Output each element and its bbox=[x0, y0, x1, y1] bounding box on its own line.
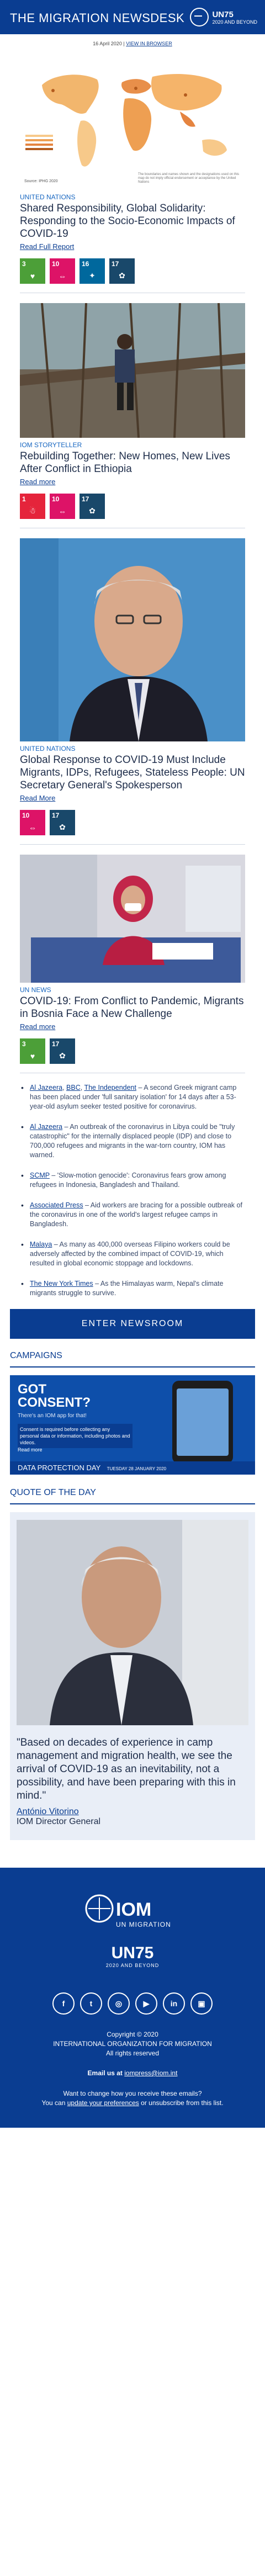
issue-date: 16 April 2020 | bbox=[93, 41, 125, 46]
news-source-link[interactable]: Al Jazeera bbox=[30, 1084, 63, 1091]
sdg-10-icon: 10 ⇔ bbox=[20, 810, 45, 835]
un75-footer-logo[interactable] bbox=[99, 1944, 166, 1968]
banner-date: TUESDAY 28 JANUARY 2020 bbox=[107, 1466, 167, 1471]
social-links bbox=[0, 1992, 265, 2015]
read-more-link[interactable]: Read More bbox=[20, 794, 56, 802]
divider bbox=[20, 844, 245, 845]
data-protection-day-banner bbox=[10, 1461, 255, 1475]
update-prefs-line: You can update your preferences or unsubscribe from this list. bbox=[41, 2099, 224, 2107]
un75-sub: 2020 AND BEYOND bbox=[105, 1963, 160, 1968]
facebook-icon[interactable]: f bbox=[52, 1992, 75, 2015]
enter-newsroom-button[interactable]: ENTER NEWSROOM bbox=[10, 1309, 255, 1339]
story-1 bbox=[20, 193, 245, 284]
instagram-icon[interactable]: ◎ bbox=[108, 1992, 130, 2015]
story-headline[interactable]: Global Response to COVID-19 Must Include Migrants, IDPs, Refugees, Stateless People: UN Secretary General's Spokesperson bbox=[20, 754, 245, 791]
quote-author-role: IOM Director General bbox=[17, 1817, 101, 1826]
list-item bbox=[20, 1122, 245, 1160]
un75-text: UN75 bbox=[111, 1944, 154, 1962]
story-headline[interactable]: Shared Responsibility, Global Solidarity: Responding to the Socio-Economic Impacts of COVID-19 bbox=[20, 203, 235, 240]
director-general-photo bbox=[17, 1520, 248, 1725]
email-label: Email us at bbox=[87, 2069, 123, 2077]
linkedin-icon[interactable]: in bbox=[163, 1992, 185, 2015]
email-line bbox=[0, 2069, 265, 2077]
list-item: • Al Jazeera, BBC, The Independent – A second Greek migrant camp has been placed under 'full sanitary isolation' for 14 days after a 53-year-old asylum seeker tested positive for coronavirus. bbox=[20, 1083, 245, 1111]
sdg-badges bbox=[20, 810, 245, 835]
quote-card bbox=[10, 1512, 255, 1840]
dateline bbox=[0, 41, 265, 46]
sdg-10-icon: 10 ⇔ bbox=[50, 494, 75, 519]
sdg-3-icon: 3 ♥ bbox=[20, 1038, 45, 1064]
quote-author-link[interactable]: António Vitorino bbox=[17, 1807, 79, 1816]
news-source-link[interactable]: Al Jazeera bbox=[30, 1123, 63, 1131]
read-more-link[interactable]: Read more bbox=[20, 478, 56, 486]
ethiopia-construction-photo[interactable] bbox=[20, 303, 245, 438]
banner-title: DATA PROTECTION DAY bbox=[18, 1464, 101, 1472]
story-headline[interactable]: COVID-19: From Conflict to Pandemic, Migrants in Bosnia Face a New Challenge bbox=[20, 995, 244, 1020]
story-3 bbox=[20, 745, 245, 835]
list-item bbox=[20, 1201, 245, 1229]
section-rule bbox=[10, 1503, 255, 1504]
story-source: UN NEWS bbox=[20, 986, 51, 994]
change-prefs-text: Want to change how you receive these emails? bbox=[63, 2090, 202, 2097]
story-headline[interactable]: Rebuilding Together: New Homes, New Lives After Conflict in Ethiopia bbox=[20, 450, 230, 475]
news-summary: – An outbreak of the coronavirus in Libya could be "truly catastrophic" for the internally displaced people (IDP) and close to 700,000 refugees and migrants in the war-torn country, IOM has warned. bbox=[30, 1123, 235, 1159]
read-full-report-link[interactable]: Read Full Report bbox=[20, 242, 75, 251]
logo-sub: 2020 AND BEYOND bbox=[212, 19, 257, 25]
map-note: The boundaries and names shown and the designations used on this map do not imply official endorsement or acceptance by the United Nations bbox=[138, 173, 240, 184]
news-source-link[interactable]: Malaya bbox=[30, 1241, 52, 1248]
news-source-link[interactable]: The New York Times bbox=[30, 1280, 93, 1287]
secretary-general-photo[interactable] bbox=[20, 538, 245, 741]
read-more-link[interactable]: Read more bbox=[20, 1022, 56, 1031]
quote-text: "Based on decades of experience in camp management and migration health, we see the arrival of COVID-19 as an inevitability, not a possibility, and have been preparing with this in mind." bbox=[17, 1737, 236, 1801]
news-summary: – Aid workers are bracing for a possible outbreak of the coronavirus in one of the world's largest refugee camps in Bangladesh. bbox=[30, 1201, 242, 1228]
copyright-line: Copyright © 2020 bbox=[107, 2031, 158, 2038]
map-source: Source: IPHG 2020 bbox=[24, 179, 58, 183]
director-portrait-graphic bbox=[17, 1520, 248, 1725]
sdg-3-icon: 3 ♥ bbox=[20, 258, 45, 284]
phone-icon bbox=[172, 1381, 233, 1464]
campaign-title-line1: GOT bbox=[18, 1382, 46, 1397]
news-summary: – 'Slow-motion genocide': Coronavirus fears grow among refugees in Indonesia, Bangladesh and Thailand. bbox=[30, 1172, 226, 1189]
flickr-icon[interactable]: ▣ bbox=[190, 1992, 213, 2015]
copyright-rights: All rights reserved bbox=[105, 2049, 160, 2057]
quote-header: QUOTE OF THE DAY bbox=[10, 1488, 96, 1497]
un-emblem-icon bbox=[190, 8, 209, 26]
header-bar bbox=[0, 0, 265, 34]
view-in-browser-link[interactable]: VIEW IN BROWSER bbox=[126, 41, 172, 46]
sdg-1-icon: 1 ☃ bbox=[20, 494, 45, 519]
iom-name: IOM bbox=[116, 1899, 152, 1920]
story-source: IOM STORYTELLER bbox=[20, 441, 82, 449]
sdg-17-icon: 17 ✿ bbox=[80, 494, 105, 519]
campaigns-header: CAMPAIGNS bbox=[10, 1351, 62, 1360]
twitter-icon[interactable]: t bbox=[80, 1992, 102, 2015]
sdg-17-icon: 17 ✿ bbox=[50, 810, 75, 835]
campaign-body: Consent is required before collecting any personal data or information, including photos and videos. bbox=[18, 1424, 132, 1448]
newsletter-title: THE MIGRATION NEWSDESK bbox=[10, 11, 185, 25]
campaign-title-line2: CONSENT? bbox=[18, 1395, 91, 1410]
bosnia-migrants-photo[interactable] bbox=[20, 855, 245, 983]
youtube-icon[interactable]: ▶ bbox=[135, 1992, 157, 2015]
update-preferences-link[interactable]: update your preferences bbox=[67, 2099, 139, 2107]
story-2 bbox=[20, 441, 245, 519]
news-list bbox=[20, 1083, 245, 1298]
news-summary: – As many as 400,000 overseas Filipino workers could be adversely affected by the combined impact of COVID-19, which resulted in global economic stoppage and lockdowns. bbox=[30, 1241, 230, 1267]
iom-logo[interactable] bbox=[72, 1890, 193, 1928]
news-summary: – A second Greek migrant camp has been placed under 'full sanitary isolation' for 14 days after a 53-year-old asylum seeker tested positive for coronavirus. bbox=[30, 1084, 237, 1110]
footer bbox=[0, 1868, 265, 2128]
sdg-badges bbox=[20, 258, 245, 284]
bosnia-photo-graphic bbox=[20, 855, 245, 983]
campaign-read-more[interactable]: Read more bbox=[18, 1447, 43, 1453]
news-source-link[interactable]: Associated Press bbox=[30, 1201, 83, 1209]
sdg-10-icon: 10 ⇔ bbox=[50, 258, 75, 284]
world-map-image[interactable] bbox=[20, 52, 245, 190]
logo-text: UN75 bbox=[212, 9, 234, 19]
world-map-graphic bbox=[20, 52, 245, 190]
story-source: UNITED NATIONS bbox=[20, 745, 76, 752]
news-source-link[interactable]: BBC bbox=[66, 1084, 81, 1091]
sdg-17-icon: 17 ✿ bbox=[50, 1038, 75, 1064]
news-source-link[interactable]: The Independent bbox=[84, 1084, 136, 1091]
email-link[interactable]: iompress@iom.int bbox=[124, 2069, 178, 2077]
sdg-17-icon: 17 ✿ bbox=[109, 258, 135, 284]
sdg-badges bbox=[20, 1038, 245, 1064]
list-item bbox=[20, 1171, 245, 1190]
news-source-link[interactable]: SCMP bbox=[30, 1172, 50, 1179]
list-item bbox=[20, 1279, 245, 1298]
un75-logo bbox=[190, 8, 257, 26]
story-source: UNITED NATIONS bbox=[20, 193, 76, 201]
sdg-16-icon: 16 ✦ bbox=[80, 258, 105, 284]
copyright-org: INTERNATIONAL ORGANIZATION FOR MIGRATION bbox=[53, 2040, 212, 2048]
portrait-graphic bbox=[20, 538, 245, 741]
story-4 bbox=[20, 986, 245, 1064]
section-rule bbox=[10, 1366, 255, 1367]
news-summary: – As the Himalayas warm, Nepal's climate migrants struggle to survive. bbox=[30, 1280, 224, 1297]
list-item bbox=[20, 1240, 245, 1268]
iom-sub: UN MIGRATION bbox=[116, 1921, 171, 1928]
consent-campaign-banner[interactable] bbox=[10, 1375, 255, 1475]
sdg-badges bbox=[20, 494, 245, 519]
campaign-subtitle: There's an IOM app for that! bbox=[18, 1413, 87, 1419]
construction-photo-graphic bbox=[20, 303, 245, 438]
